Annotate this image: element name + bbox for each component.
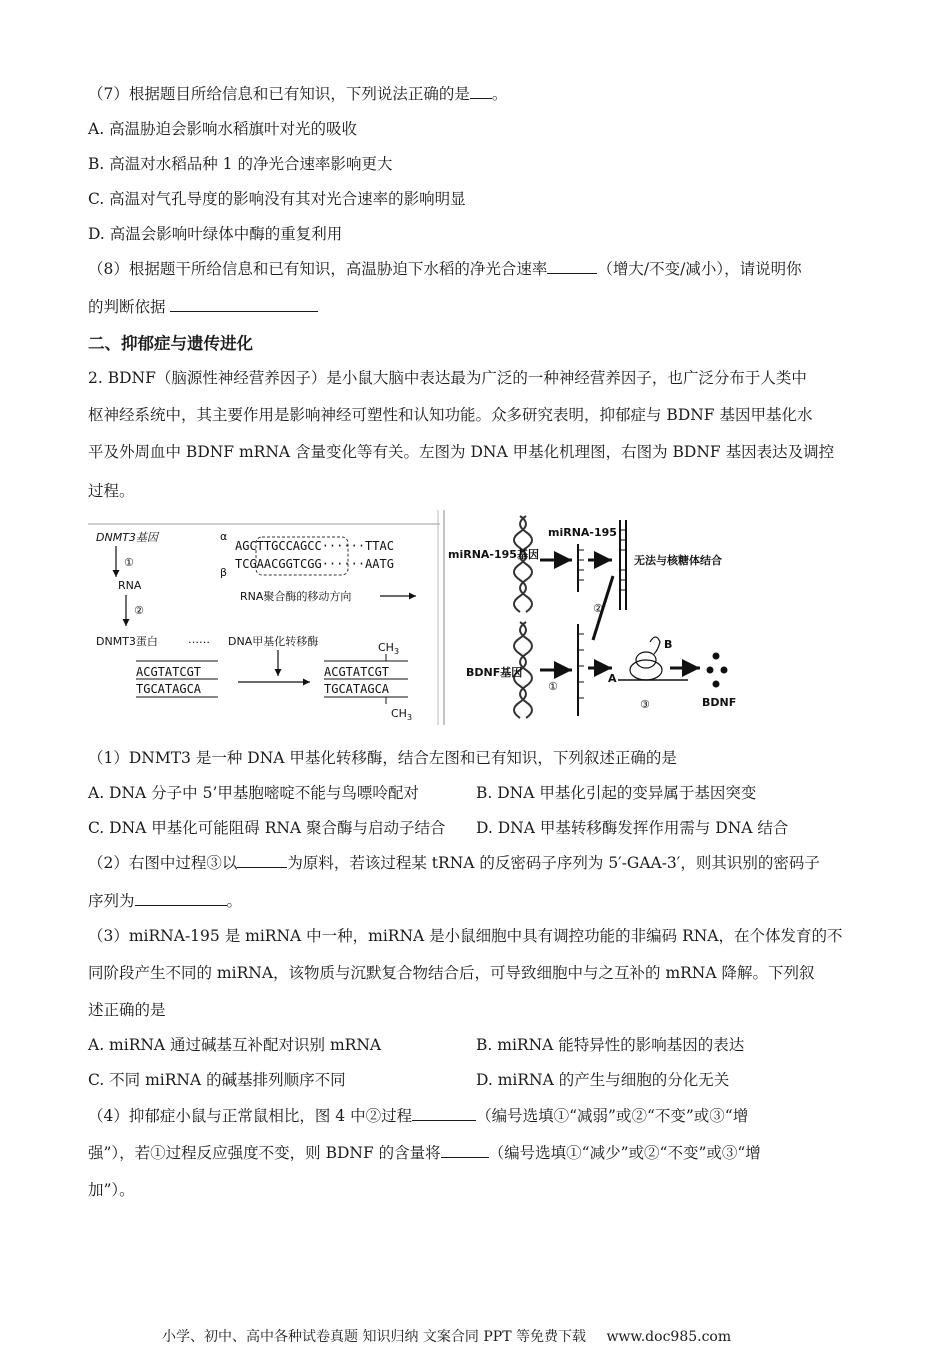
no-ribosome-binding-label: 无法与核糖体结合 (634, 554, 722, 567)
sq1-stem: （1）DNMT3 是一种 DNA 甲基化转移酶，结合左图和已有知识，下列叙述正确的是 (88, 749, 677, 767)
beta-strand: TCGAACGGTCGG······AATG (235, 557, 394, 571)
seq-unmethylated-top: ACGTATCGT (136, 665, 202, 679)
alpha-strand: AGCTTGCCAGCC······TTAC (235, 539, 394, 553)
q7-option-d: D. 高温会影响叶绿体中酶的重复利用 (88, 225, 343, 243)
ch3-top: $CH_3$ (378, 641, 400, 656)
sq3-option-c: C. 不同 miRNA 的碱基排列顺序不同 (88, 1071, 346, 1089)
seq-methylated-bottom: TGCATAGCA (324, 682, 390, 696)
sq3-option-a: A. miRNA 通过碱基互补配对识别 mRNA (88, 1036, 382, 1054)
sq4-line1: （4）抑郁症小鼠与正常鼠相比，图 4 中②过程 （编号选填①“减弱”或②“不变”或③“增 (88, 1107, 749, 1125)
dnmt3-gene-label: DNMT3基因 (96, 531, 158, 544)
answer-blank[interactable] (412, 1106, 476, 1121)
sq1-option-d: D. DNA 甲基转移酶发挥作用需与 DNA 结合 (476, 819, 789, 837)
footer-site-link[interactable]: www.doc985.com (606, 1329, 732, 1345)
sq1-option-c: C. DNA 甲基化可能阻碍 RNA 聚合酶与启动子结合 (88, 819, 446, 837)
ellipsis: …… (188, 633, 210, 646)
step1-marker: ① (548, 680, 558, 693)
answer-blank[interactable] (135, 891, 227, 906)
step2-marker: ② (134, 604, 144, 617)
label-b: B (664, 638, 673, 651)
step1-marker: ① (124, 556, 134, 569)
sq3-option-b: B. miRNA 能特异性的影响基因的表达 (476, 1036, 745, 1054)
sq3-line: 述正确的是 (88, 1001, 166, 1019)
intro-line: 2. BDNF（脑源性神经营养因子）是小鼠大脑中表达最为广泛的一种神经营养因子，也广泛分布于人类中 (88, 369, 807, 387)
sq3-line: （3）miRNA-195 是 miRNA 中一种，miRNA 是小鼠细胞中具有调控功能的非编码 RNA，在个体发育的不 (88, 927, 843, 945)
dnmt3-protein-label: DNMT3蛋白 (96, 635, 158, 648)
seq-methylated-top: ACGTATCGT (324, 665, 390, 679)
answer-blank[interactable] (470, 84, 492, 99)
label-a: A (608, 672, 617, 685)
right-panel (444, 510, 736, 725)
sq1-option-b: B. DNA 甲基化引起的变异属于基因突变 (476, 784, 757, 802)
sq4-line2: 强”），若①过程反应强度不变，则 BDNF 的含量将 （编号选填①“减少”或②“不变”或③“增 (88, 1144, 761, 1162)
bdnf-gene-label: BDNF基因 (466, 666, 523, 679)
step3-marker: ③ (640, 698, 650, 711)
answer-blank[interactable] (547, 259, 597, 274)
sq1-option-a: A. DNA 分子中 5’甲基胞嘧啶不能与鸟嘌呤配对 (88, 784, 419, 802)
q7-option-c: C. 高温对气孔导度的影响没有其对光合速率的影响明显 (88, 190, 466, 208)
footer-text: 小学、初中、高中各种试卷真题 知识归纳 文案合同 PPT 等免费下载 (162, 1329, 586, 1345)
ch3-bottom: $CH_3$ (391, 707, 413, 722)
beta-label: β (220, 566, 228, 579)
left-panel (88, 510, 440, 725)
answer-blank[interactable] (170, 297, 318, 312)
q8-line1: （8）根据题干所给信息和已有知识，高温胁迫下水稻的净光合速率 （增大/不变/减小），请说明你 (88, 260, 802, 278)
seq-unmethylated-bottom: TGCATAGCA (136, 682, 202, 696)
intro-line: 枢神经系统中，其主要作用是影响神经可塑性和认知功能。众多研究表明，抑郁症与 BDNF 基因甲基化水 (88, 406, 813, 424)
intro-line: 过程。 (88, 482, 135, 500)
rna-label: RNA (118, 579, 142, 592)
answer-blank[interactable] (441, 1143, 489, 1158)
alpha-label: α (220, 530, 228, 543)
q7-option-b: B. 高温对水稻品种 1 的净光合速率影响更大 (88, 155, 393, 173)
q7-option-a: A. 高温胁迫会影响水稻旗叶对光的吸收 (88, 120, 358, 138)
section-title: 二、抑郁症与遗传进化 (88, 334, 253, 353)
sq3-line: 同阶段产生不同的 miRNA，该物质与沉默复合物结合后，可导致细胞中与之互补的 mRNA 降解。下列叙 (88, 964, 815, 982)
rnap-direction-label: RNA聚合酶的移动方向 (240, 590, 352, 603)
mirna-gene-label: miRNA-195基因 (448, 548, 539, 561)
dna-methylation-figure (88, 510, 858, 725)
sq2-line1: （2）右图中过程③以 为原料，若该过程某 tRNA 的反密码子序列为 5′-GAA-3′，则其识别的密码子 (88, 854, 820, 872)
methyltransferase-label: DNA甲基化转移酶 (228, 635, 319, 648)
step2-marker: ② (593, 602, 603, 615)
sq4-line3: 加”）。 (88, 1181, 135, 1199)
bdnf-product-label: BDNF (702, 696, 737, 709)
mirna-label: miRNA-195 (548, 526, 617, 539)
sq3-option-d: D. miRNA 的产生与细胞的分化无关 (476, 1071, 730, 1089)
q8-line2: 的判断依据 (88, 295, 318, 317)
intro-line: 平及外周血中 BDNF mRNA 含量变化等有关。左图为 DNA 甲基化机理图，右图为 BDNF 基因表达及调控 (88, 443, 835, 461)
footer (162, 1326, 731, 1346)
sq2-line2: 序列为 。 (88, 892, 243, 910)
answer-blank[interactable] (237, 853, 287, 868)
q7-stem: （7）根据题目所给信息和已有知识，下列说法正确的是 。 (88, 85, 508, 103)
